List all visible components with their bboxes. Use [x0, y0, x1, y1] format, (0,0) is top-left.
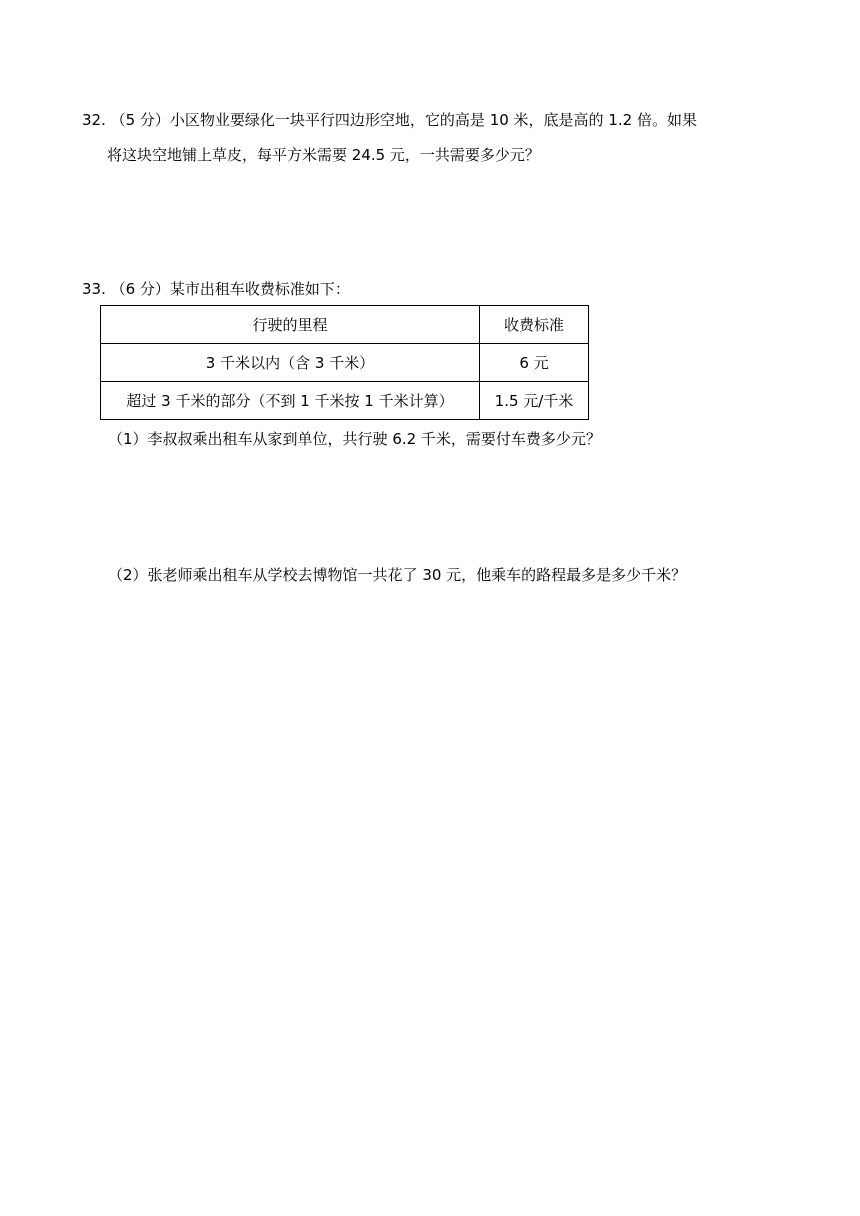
taxi-fare-table — [100, 305, 589, 420]
table-header-row — [101, 306, 589, 344]
header-fare: 收费标准 — [480, 306, 589, 344]
table-cell-fare: 6 元 — [480, 344, 589, 382]
question-32-text-line-1: 32. （5 分）小区物业要绿化一块平行四边形空地，它的高是 10 米，底是高的 1.2 倍。如果 — [82, 111, 697, 129]
header-distance: 行驶的里程 — [101, 306, 480, 344]
table-cell-distance: 3 千米以内（含 3 千米） — [101, 344, 480, 382]
question-33-intro: 33. （6 分）某市出租车收费标准如下： — [82, 280, 350, 298]
table-cell-distance: 超过 3 千米的部分（不到 1 千米按 1 千米计算） — [101, 382, 480, 420]
question-32-text-line-2: 将这块空地铺上草皮，每平方米需要 24.5 元，一共需要多少元？ — [107, 146, 540, 164]
table-row — [101, 344, 589, 382]
question-33-part-2: （2）张老师乘出租车从学校去博物馆一共花了 30 元，他乘车的路程最多是多少千米？ — [108, 566, 687, 584]
table-row — [101, 382, 589, 420]
question-33-part-1: （1）李叔叔乘出租车从家到单位，共行驶 6.2 千米，需要付车费多少元？ — [108, 430, 601, 448]
table-cell-fare: 1.5 元/千米 — [480, 382, 589, 420]
